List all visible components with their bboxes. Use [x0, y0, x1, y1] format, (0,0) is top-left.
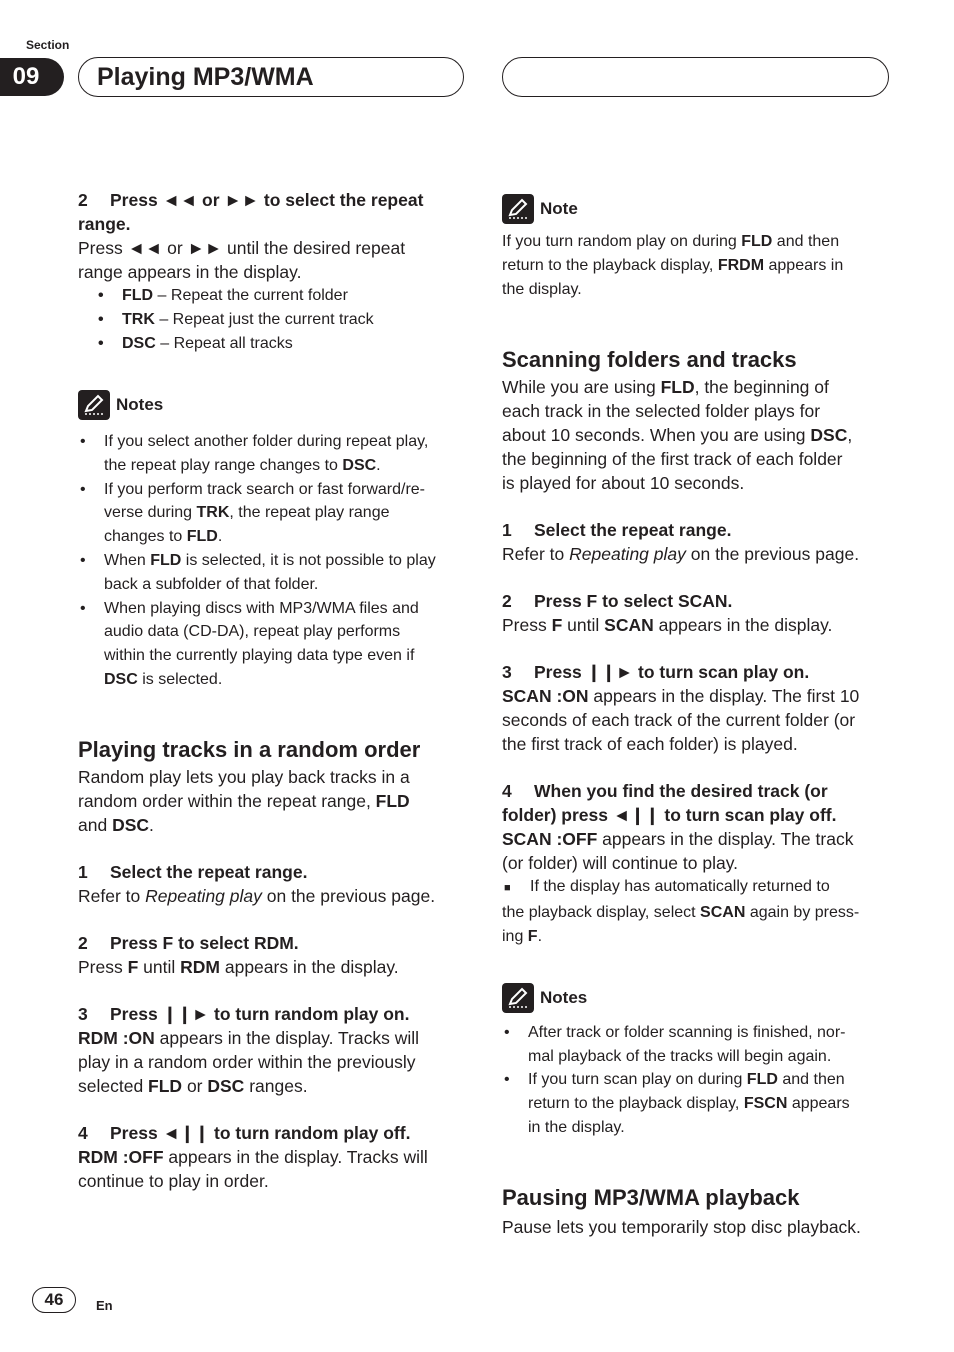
language-label: En	[96, 1298, 113, 1313]
key-text: RDM	[180, 956, 220, 977]
step-text: When you find the desired track (or	[534, 781, 828, 802]
scan-step-3-heading	[502, 660, 890, 684]
option-key: DSC	[122, 335, 156, 352]
note-text: in the display.	[528, 1118, 625, 1136]
note-text: If you select another folder during repeat play,	[104, 433, 429, 450]
option-desc: – Repeat all tracks	[155, 335, 293, 352]
key-text: FLD	[375, 790, 410, 811]
pencil-note-icon	[78, 390, 110, 420]
page-title-text: Playing MP3/WMA	[97, 62, 314, 91]
header-blank-box	[502, 57, 889, 97]
body-text: appears in the display. The track	[597, 829, 854, 850]
note-text: If the display has automatically returned to	[530, 878, 830, 896]
body-text: play in a random order within the previously	[78, 1051, 416, 1072]
body-text: on the previous page.	[685, 544, 860, 565]
scan-heading: Scanning folders and tracks	[502, 347, 797, 373]
body-text: , the beginning of	[694, 377, 829, 398]
body-text: ,	[847, 425, 853, 446]
body-text: seconds of each track of the current folder (or	[502, 710, 856, 731]
random-step-1-heading	[78, 860, 466, 884]
note-text: If you turn random play on during	[502, 233, 742, 250]
note-text: and then	[777, 1071, 845, 1089]
body-text: Random play lets you play back tracks in a	[78, 766, 410, 787]
list-item	[78, 478, 466, 549]
note-text: appears	[787, 1095, 850, 1113]
pencil-note-icon	[502, 983, 534, 1013]
step-number: 1	[502, 520, 512, 541]
pause-heading: Pausing MP3/WMA playback	[502, 1184, 800, 1210]
random-step-1-body	[78, 884, 466, 908]
note-key: TRK	[196, 504, 230, 522]
page-number: 46	[32, 1287, 76, 1313]
note-text: within the currently playing data type even if	[104, 647, 415, 665]
notes-list	[502, 1021, 890, 1140]
body-text: until	[562, 615, 605, 636]
list-item	[78, 284, 466, 308]
body-text: (or folder) will continue to play.	[502, 853, 739, 874]
body-text: random order within the repeat range,	[78, 790, 376, 811]
note-body	[502, 230, 890, 301]
list-item	[502, 1021, 890, 1069]
notes-heading	[502, 981, 890, 1015]
body-text: appears in the display. Tracks will	[163, 1146, 428, 1167]
scan-step-1-heading	[502, 518, 890, 542]
key-text: DSC	[207, 1075, 245, 1096]
key-text: RDM :ON	[78, 1027, 155, 1048]
list-item	[78, 308, 466, 332]
note-text: the repeat play range changes to	[104, 456, 343, 474]
scan-intro	[502, 375, 890, 495]
note-text: When playing discs with MP3/WMA files and	[104, 599, 419, 617]
step-text: Press F to select SCAN.	[534, 591, 733, 612]
scan-step-4-body	[502, 827, 890, 875]
note-text: return to the playback display,	[528, 1095, 744, 1113]
key-text: DSC	[810, 425, 848, 446]
scan-step-4-tip	[502, 875, 890, 948]
step-text: Press ◄❙❙ to turn random play off.	[110, 1122, 411, 1143]
step-2-heading	[78, 188, 466, 236]
step-text: Press ❙❙► to turn scan play on.	[534, 662, 810, 683]
key-text: FLD	[148, 1075, 183, 1096]
note-text: ing	[502, 927, 528, 945]
section-label: Section	[26, 38, 70, 52]
reference-text: Repeating play	[145, 885, 262, 906]
note-text: the display.	[502, 280, 582, 298]
note-text: .	[376, 456, 381, 474]
step-number: 1	[78, 861, 88, 882]
key-text: SCAN :OFF	[502, 829, 598, 850]
note-key: DSC	[342, 456, 377, 474]
note-text: changes to	[104, 528, 187, 546]
step-number: 4	[78, 1122, 88, 1143]
note-text: verse during	[104, 504, 197, 522]
note-text: If you turn scan play on during	[528, 1071, 747, 1089]
note-heading	[502, 192, 890, 226]
body-text: appears in the display.	[220, 956, 399, 977]
step-number: 2	[78, 190, 88, 210]
note-text: return to the playback display,	[502, 256, 718, 274]
square-bullet-icon: ■	[504, 882, 511, 895]
random-step-3-heading	[78, 1002, 466, 1026]
step-text: Select the repeat range.	[110, 861, 308, 882]
body-text: continue to play in order.	[78, 1170, 269, 1191]
option-key: FLD	[122, 287, 154, 304]
step-number: 2	[78, 932, 88, 953]
body-text: about 10 seconds. When you are using	[502, 425, 811, 446]
option-desc: – Repeat the current folder	[153, 287, 348, 304]
body-text: appears in the display. The first 10	[588, 686, 860, 707]
notes-label: Notes	[540, 987, 588, 1007]
option-key: TRK	[122, 311, 155, 328]
list-item	[78, 332, 466, 356]
key-text: DSC	[112, 814, 150, 835]
list-item	[78, 430, 466, 478]
key-text: FLD	[660, 377, 695, 398]
body-text: the beginning of the first track of each folder	[502, 449, 843, 470]
option-desc: – Repeat just the current track	[154, 311, 374, 328]
body-text: selected	[78, 1075, 149, 1096]
step-number: 3	[78, 1003, 88, 1024]
random-step-2-heading	[78, 931, 466, 955]
body-text: range appears in the display.	[78, 262, 302, 282]
note-text: and then	[772, 233, 840, 250]
repeat-options-list	[78, 284, 466, 356]
step-text: folder) press ◄❙❙ to turn scan play off.	[502, 805, 837, 826]
notes-list	[78, 430, 466, 692]
step-number: 4	[502, 781, 512, 802]
note-key: FRDM	[717, 256, 765, 274]
key-text: SCAN	[604, 615, 654, 636]
body-text: each track in the selected folder plays for	[502, 401, 821, 422]
note-key: F	[527, 927, 538, 945]
list-item	[502, 1068, 890, 1139]
note-text: back a subfolder of that folder.	[104, 575, 319, 593]
section-number-badge: 09	[0, 58, 64, 96]
body-text: Press	[502, 615, 552, 636]
pause-body: Pause lets you temporarily stop disc playback.	[502, 1216, 861, 1237]
body-text: or	[182, 1075, 208, 1096]
random-step-4-heading	[78, 1121, 466, 1145]
note-key: FLD	[741, 233, 773, 250]
note-label: Note	[540, 199, 578, 218]
list-item	[78, 549, 466, 597]
notes-label: Notes	[116, 395, 164, 414]
note-key: SCAN	[700, 904, 746, 922]
key-text: SCAN :ON	[502, 686, 589, 707]
note-text: audio data (CD-DA), repeat play performs	[104, 623, 401, 641]
note-key: DSC	[104, 670, 138, 688]
key-text: F	[551, 615, 563, 636]
random-heading: Playing tracks in a random order	[78, 736, 421, 762]
note-text: is selected, it is not possible to play	[181, 551, 436, 569]
note-text: the playback display, select	[502, 904, 701, 922]
step-number: 2	[502, 591, 512, 612]
note-key: FLD	[186, 528, 218, 546]
body-text: Press	[78, 956, 128, 977]
random-step-4-body	[78, 1145, 466, 1193]
note-text: .	[537, 927, 543, 945]
scan-step-3-body	[502, 684, 890, 756]
scan-step-4-heading	[502, 779, 890, 827]
note-key: FSCN	[743, 1095, 788, 1113]
body-text: on the previous page.	[261, 885, 436, 906]
body-text: ranges.	[244, 1075, 308, 1096]
scan-step-2-body	[502, 613, 890, 637]
right-column	[502, 192, 890, 1239]
body-text: until	[138, 956, 181, 977]
pencil-note-icon	[502, 194, 534, 224]
step-number: 3	[502, 662, 512, 683]
list-item	[78, 597, 466, 692]
body-text: While you are using	[502, 377, 661, 398]
key-text: RDM :OFF	[78, 1146, 164, 1167]
note-text: again by press-	[745, 904, 860, 922]
note-key: FLD	[150, 551, 182, 569]
left-column	[78, 188, 466, 1193]
step-text: Select the repeat range.	[534, 520, 732, 541]
body-text: appears in the display.	[653, 615, 833, 636]
body-text: Refer to	[78, 885, 146, 906]
body-text: appears in the display. Tracks will	[154, 1027, 420, 1048]
scan-step-1-body	[502, 542, 890, 566]
note-text: When	[104, 551, 151, 569]
key-text: F	[127, 956, 139, 977]
step-text: Press ❙❙► to turn random play on.	[110, 1003, 410, 1024]
note-text: appears in	[764, 256, 844, 274]
notes-heading	[78, 388, 466, 422]
note-text: is selected.	[137, 670, 223, 688]
body-text: Refer to	[502, 544, 570, 565]
step-text: range.	[78, 214, 131, 234]
body-text: and	[78, 814, 113, 835]
page-title	[78, 57, 464, 97]
note-text: After track or folder scanning is finished, nor-	[528, 1023, 846, 1041]
reference-text: Repeating play	[569, 544, 686, 565]
body-text: .	[149, 814, 154, 835]
note-text: , the repeat play range	[229, 504, 390, 522]
note-text: .	[217, 528, 223, 546]
step-2-body	[78, 236, 466, 284]
body-text: Press ◄◄ or ►► until the desired repeat	[78, 238, 406, 258]
note-text: mal playback of the tracks will begin again.	[528, 1047, 832, 1065]
random-step-2-body	[78, 955, 466, 979]
body-text: the first track of each folder) is played.	[502, 734, 798, 755]
scan-step-2-heading	[502, 589, 890, 613]
note-key: FLD	[746, 1071, 778, 1089]
random-intro	[78, 765, 466, 837]
step-text: Press ◄◄ or ►► to select the repeat	[110, 190, 424, 210]
body-text: is played for about 10 seconds.	[502, 473, 745, 494]
note-text: If you perform track search or fast forward/re-	[104, 480, 425, 498]
random-step-3-body	[78, 1026, 466, 1098]
step-text: Press F to select RDM.	[110, 932, 299, 953]
